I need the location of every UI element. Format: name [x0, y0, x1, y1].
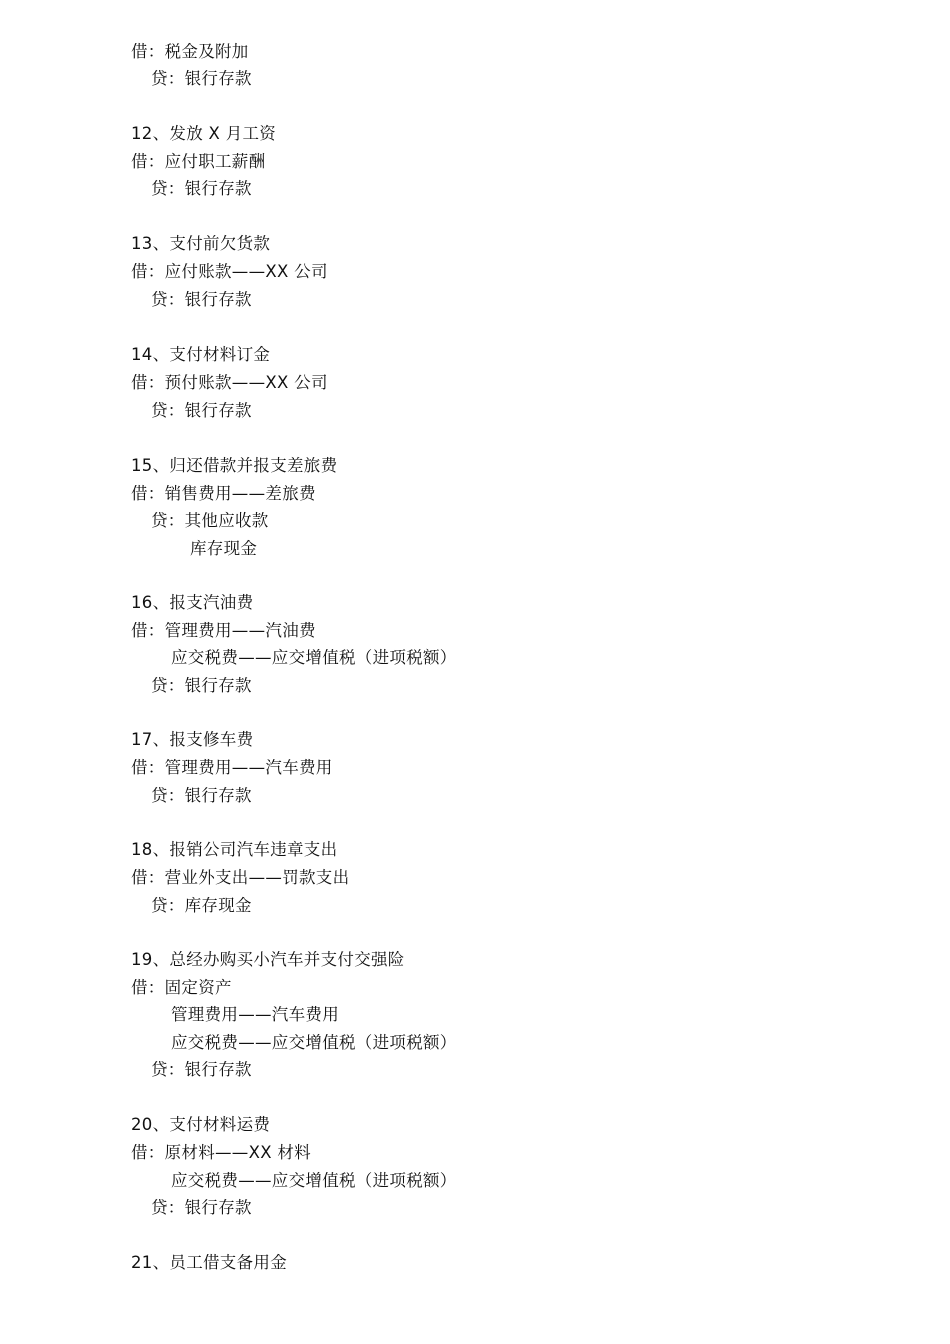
- entry-heading-14: 14、支付材料订金: [131, 345, 271, 364]
- entry-debit-line: 借：管理费用——汽车费用: [131, 758, 333, 777]
- entry-credit-line: 贷：银行存款: [151, 290, 252, 309]
- entry-credit-line: 库存现金: [190, 539, 258, 558]
- entry-heading-17: 17、报支修车费: [131, 730, 254, 749]
- entry-credit-line: 贷：银行存款: [151, 401, 252, 420]
- entry-debit-line: 应交税费——应交增值税（进项税额）: [171, 1033, 457, 1052]
- entry-credit-line: 贷：其他应收款: [151, 511, 269, 530]
- entry-heading-16: 16、报支汽油费: [131, 593, 254, 612]
- entry-debit-line: 借：预付账款——XX 公司: [131, 373, 328, 392]
- entry-debit-line: 借：应付职工薪酬: [131, 152, 266, 171]
- entry-heading-19: 19、总经办购买小汽车并支付交强险: [131, 950, 405, 969]
- entry-debit-line: 借：应付账款——XX 公司: [131, 262, 328, 281]
- entry-debit-line: 借：销售费用——差旅费: [131, 484, 316, 503]
- entry-heading-20: 20、支付材料运费: [131, 1115, 271, 1134]
- entry-credit-line: 贷：银行存款: [151, 179, 252, 198]
- entry-heading-18: 18、报销公司汽车违章支出: [131, 840, 338, 859]
- entry-credit-line: 贷：银行存款: [151, 676, 252, 695]
- entry-credit-line: 贷：银行存款: [151, 69, 252, 88]
- entry-credit-line: 贷：银行存款: [151, 786, 252, 805]
- entry-credit-line: 贷：库存现金: [151, 896, 252, 915]
- entry-debit-line: 借：原材料——XX 材料: [131, 1143, 311, 1162]
- entry-debit-line: 借：营业外支出——罚款支出: [131, 868, 350, 887]
- entry-heading-15: 15、归还借款并报支差旅费: [131, 456, 338, 475]
- entry-heading-13: 13、支付前欠货款: [131, 234, 271, 253]
- entry-credit-line: 贷：银行存款: [151, 1198, 252, 1217]
- entry-heading-21: 21、员工借支备用金: [131, 1253, 287, 1272]
- entry-debit-line: 应交税费——应交增值税（进项税额）: [171, 648, 457, 667]
- entry-debit-line: 管理费用——汽车费用: [171, 1005, 339, 1024]
- entry-debit-line: 应交税费——应交增值税（进项税额）: [171, 1171, 457, 1190]
- entry-debit-line: 借：税金及附加: [131, 42, 249, 61]
- entry-debit-line: 借：管理费用——汽油费: [131, 621, 316, 640]
- entry-credit-line: 贷：银行存款: [151, 1060, 252, 1079]
- entry-debit-line: 借：固定资产: [131, 978, 232, 997]
- entry-heading-12: 12、发放 X 月工资: [131, 124, 277, 143]
